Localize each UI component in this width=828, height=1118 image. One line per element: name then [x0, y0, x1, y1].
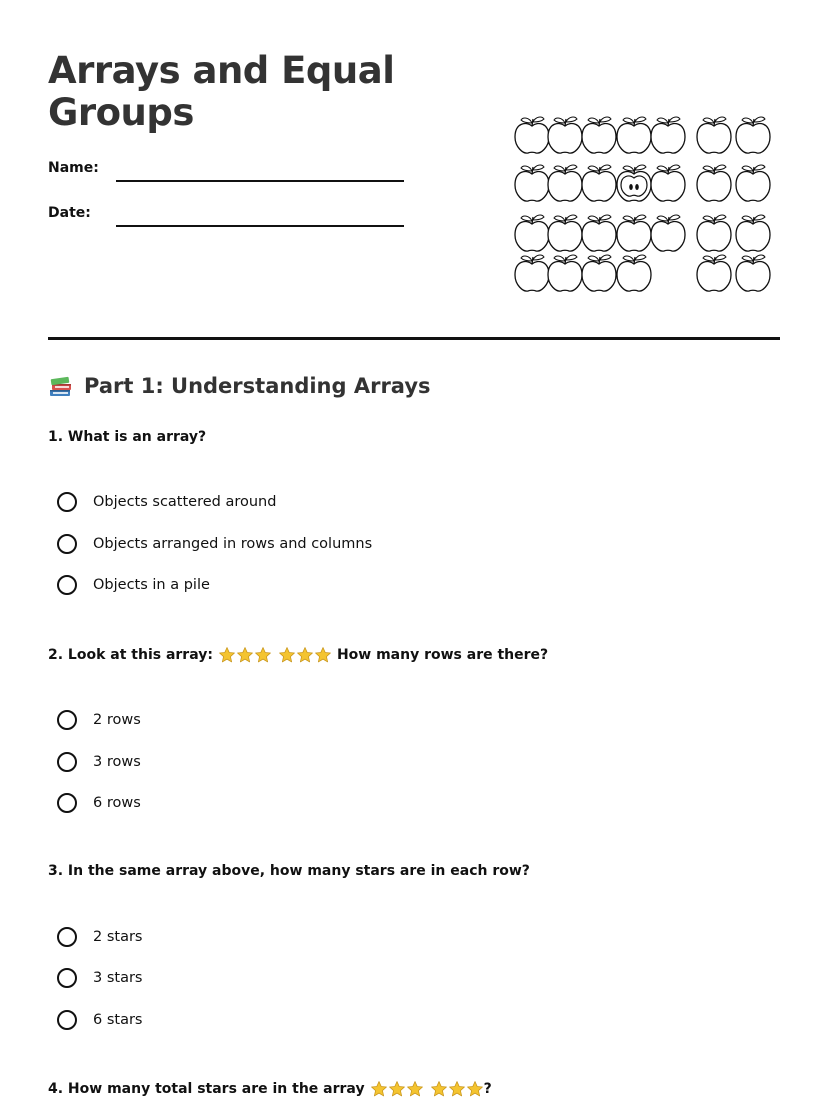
q1-option-2[interactable] [57, 534, 372, 554]
apple-icon [582, 255, 616, 291]
apple-icon [548, 165, 582, 201]
star-icon [236, 646, 254, 664]
apple-icon [697, 255, 731, 291]
q3-option-2[interactable] [57, 968, 142, 988]
q3-option-1[interactable] [57, 927, 142, 947]
part1-heading-text: Part 1: Understanding Arrays [84, 374, 431, 398]
option-label: Objects in a pile [93, 577, 210, 593]
star-icon [388, 1080, 406, 1098]
question-3-text: 3. In the same array above, how many stars are in each row? [48, 863, 530, 879]
worksheet-title: Arrays and Equal Groups [48, 49, 395, 134]
star-group [218, 646, 272, 664]
star-array [218, 646, 332, 664]
question-1 [48, 429, 206, 445]
option-label: 6 stars [93, 1012, 143, 1028]
question-4-text-after: ? [483, 1081, 492, 1097]
question-2 [48, 646, 548, 664]
radio-button[interactable] [57, 575, 77, 595]
star-group [370, 1080, 424, 1098]
radio-button[interactable] [57, 927, 77, 947]
apple-array-image [510, 112, 780, 300]
apple-icon [548, 215, 582, 251]
apple-icon [736, 117, 770, 153]
star-icon [278, 646, 296, 664]
option-label: 2 rows [93, 712, 141, 728]
radio-button[interactable] [57, 968, 77, 988]
apple-icon [617, 117, 651, 153]
apple-icon [582, 117, 616, 153]
books-icon [48, 373, 74, 399]
q2-option-3[interactable] [57, 793, 141, 813]
q1-option-1[interactable] [57, 492, 276, 512]
apple-icon [617, 165, 651, 201]
radio-button[interactable] [57, 534, 77, 554]
question-4-text-before: 4. How many total stars are in the array [48, 1081, 365, 1097]
apple-icon [651, 117, 685, 153]
date-field[interactable] [116, 225, 404, 227]
apple-icon [697, 117, 731, 153]
apple-icon [617, 215, 651, 251]
star-icon [370, 1080, 388, 1098]
q3-option-3[interactable] [57, 1010, 142, 1030]
apple-icon [515, 255, 549, 291]
star-icon [448, 1080, 466, 1098]
question-2-text-after: How many rows are there? [336, 647, 549, 663]
star-group [278, 646, 332, 664]
name-label: Name: [48, 160, 99, 176]
question-4 [48, 1080, 492, 1098]
apple-icon [548, 255, 582, 291]
apple-icon [548, 117, 582, 153]
apple-icon [651, 215, 685, 251]
date-label: Date: [48, 205, 91, 221]
question-3 [48, 863, 530, 879]
radio-button[interactable] [57, 1010, 77, 1030]
apple-icon [697, 165, 731, 201]
section-divider [48, 337, 780, 340]
star-icon [314, 646, 332, 664]
apple-icon [697, 215, 731, 251]
radio-button[interactable] [57, 710, 77, 730]
apple-icon [582, 165, 616, 201]
star-icon [430, 1080, 448, 1098]
star-icon [466, 1080, 484, 1098]
apple-icon [736, 165, 770, 201]
part1-heading [48, 373, 431, 399]
star-group [430, 1080, 484, 1098]
q2-option-1[interactable] [57, 710, 141, 730]
star-icon [296, 646, 314, 664]
option-label: Objects scattered around [93, 494, 277, 510]
apple-icon [651, 165, 685, 201]
radio-button[interactable] [57, 492, 77, 512]
star-icon [406, 1080, 424, 1098]
question-1-text: 1. What is an array? [48, 429, 207, 445]
option-label: Objects arranged in rows and columns [93, 536, 373, 552]
option-label: 3 stars [93, 970, 143, 986]
star-icon [254, 646, 272, 664]
radio-button[interactable] [57, 793, 77, 813]
option-label: 2 stars [93, 929, 143, 945]
apple-icon [515, 215, 549, 251]
star-icon [218, 646, 236, 664]
star-array [370, 1080, 484, 1098]
apple-icon [736, 255, 770, 291]
q2-option-2[interactable] [57, 752, 141, 772]
question-2-text-before: 2. Look at this array: [48, 647, 213, 663]
apple-icon [617, 255, 651, 291]
option-label: 3 rows [93, 754, 141, 770]
q1-option-3[interactable] [57, 575, 210, 595]
apple-icon [515, 165, 549, 201]
radio-button[interactable] [57, 752, 77, 772]
name-field[interactable] [116, 180, 404, 182]
apple-icon [736, 215, 770, 251]
apple-icon [515, 117, 549, 153]
option-label: 6 rows [93, 795, 141, 811]
apple-icon [582, 215, 616, 251]
